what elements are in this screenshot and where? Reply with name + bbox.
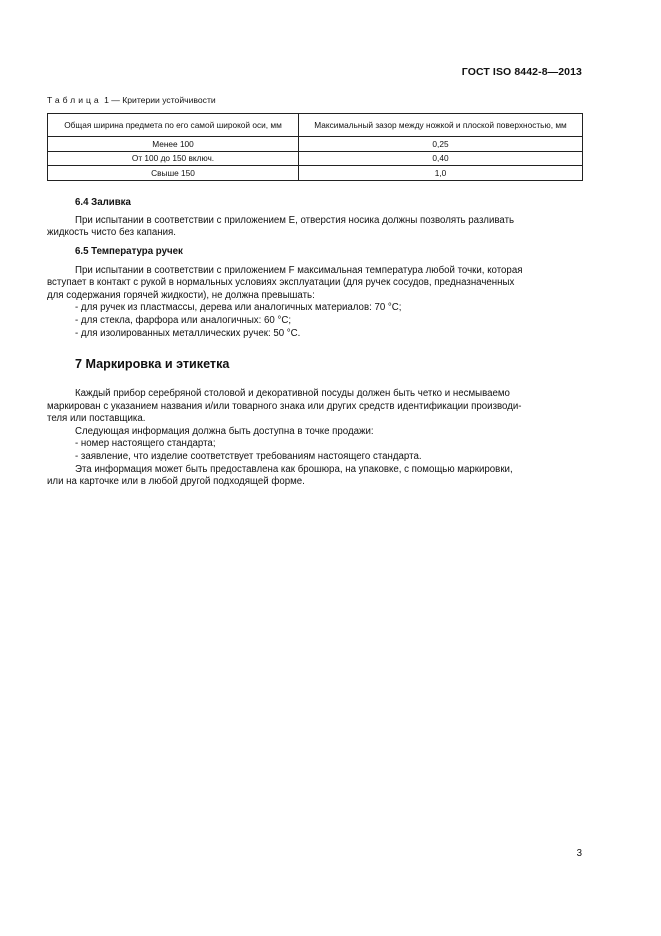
section-7-line: маркирован с указанием названия и/или товарного знака или других средств идентификации производи-: [47, 400, 522, 412]
table-cell-gap: 0,25: [299, 137, 583, 152]
list-item: - для стекла, фарфора или аналогичных: 60 °C;: [75, 314, 292, 326]
section-6-5: [47, 246, 583, 340]
table-cell-gap: 0,40: [299, 151, 583, 166]
section-7-title: 7 Маркировка и этикетка: [75, 357, 230, 371]
table-cell-width: Менее 100: [48, 137, 299, 152]
column-header-width: Общая ширина предмета по его самой широкой оси, мм: [48, 114, 299, 137]
table-row: [48, 166, 583, 181]
document-standard-id: ГОСТ ISO 8442-8—2013: [461, 66, 582, 78]
list-item: - номер настоящего стандарта;: [75, 438, 216, 450]
section-6-4-line: жидкость чисто без капания.: [47, 227, 176, 239]
stability-criteria-table: [47, 113, 583, 181]
column-header-gap: Максимальный зазор между ножкой и плоской поверхностью, мм: [299, 114, 583, 137]
section-6-4-heading: 6.4 Заливка: [75, 197, 131, 208]
table-row: [48, 137, 583, 152]
section-6-4: [47, 197, 583, 240]
table-cell-width: Свыше 150: [48, 166, 299, 181]
section-6-5-heading: 6.5 Температура ручек: [75, 246, 183, 257]
table-caption: [47, 95, 216, 105]
section-6-4-line: При испытании в соответствии с приложением Е, отверстия носика должны позволять разливать: [75, 214, 515, 226]
list-item: - для ручек из пластмассы, дерева или аналогичных материалов: 70 °C;: [75, 302, 402, 314]
section-7-line: Эта информация может быть предоставлена как брошюра, на упаковке, с помощью маркировки,: [75, 463, 513, 475]
section-6-5-line: вступает в контакт с рукой в нормальных условиях эксплуатации (для ручек сосудов, предназначенных: [47, 277, 515, 289]
section-7-line: Каждый прибор серебряной столовой и декоративной посуды должен быть четко и несмываемо: [75, 388, 510, 399]
section-7-line: Следующая информация должна быть доступна в точке продажи:: [75, 425, 374, 437]
table-row: [48, 151, 583, 166]
section-6-5-line: для содержания горячей жидкости), не должна превышать:: [47, 289, 315, 301]
section-7-line: или на карточке или в любой другой подходящей форме.: [47, 476, 305, 488]
section-7-body: [47, 388, 583, 489]
page-number: 3: [576, 848, 582, 859]
section-6-5-line: При испытании в соответствии с приложением F максимальная температура любой точки, которая: [75, 264, 523, 276]
table-cell-width: От 100 до 150 включ.: [48, 151, 299, 166]
table-caption-title: 1 — Критерии устойчивости: [101, 95, 216, 105]
table-caption-word: Таблица: [47, 95, 102, 105]
table-header-row: [48, 114, 583, 137]
list-item: - заявление, что изделие соответствует требованиям настоящего стандарта.: [75, 450, 422, 462]
list-item: - для изолированных металлических ручек: 50 °C.: [75, 327, 301, 339]
section-7-line: теля или поставщика.: [47, 413, 146, 425]
table-cell-gap: 1,0: [299, 166, 583, 181]
